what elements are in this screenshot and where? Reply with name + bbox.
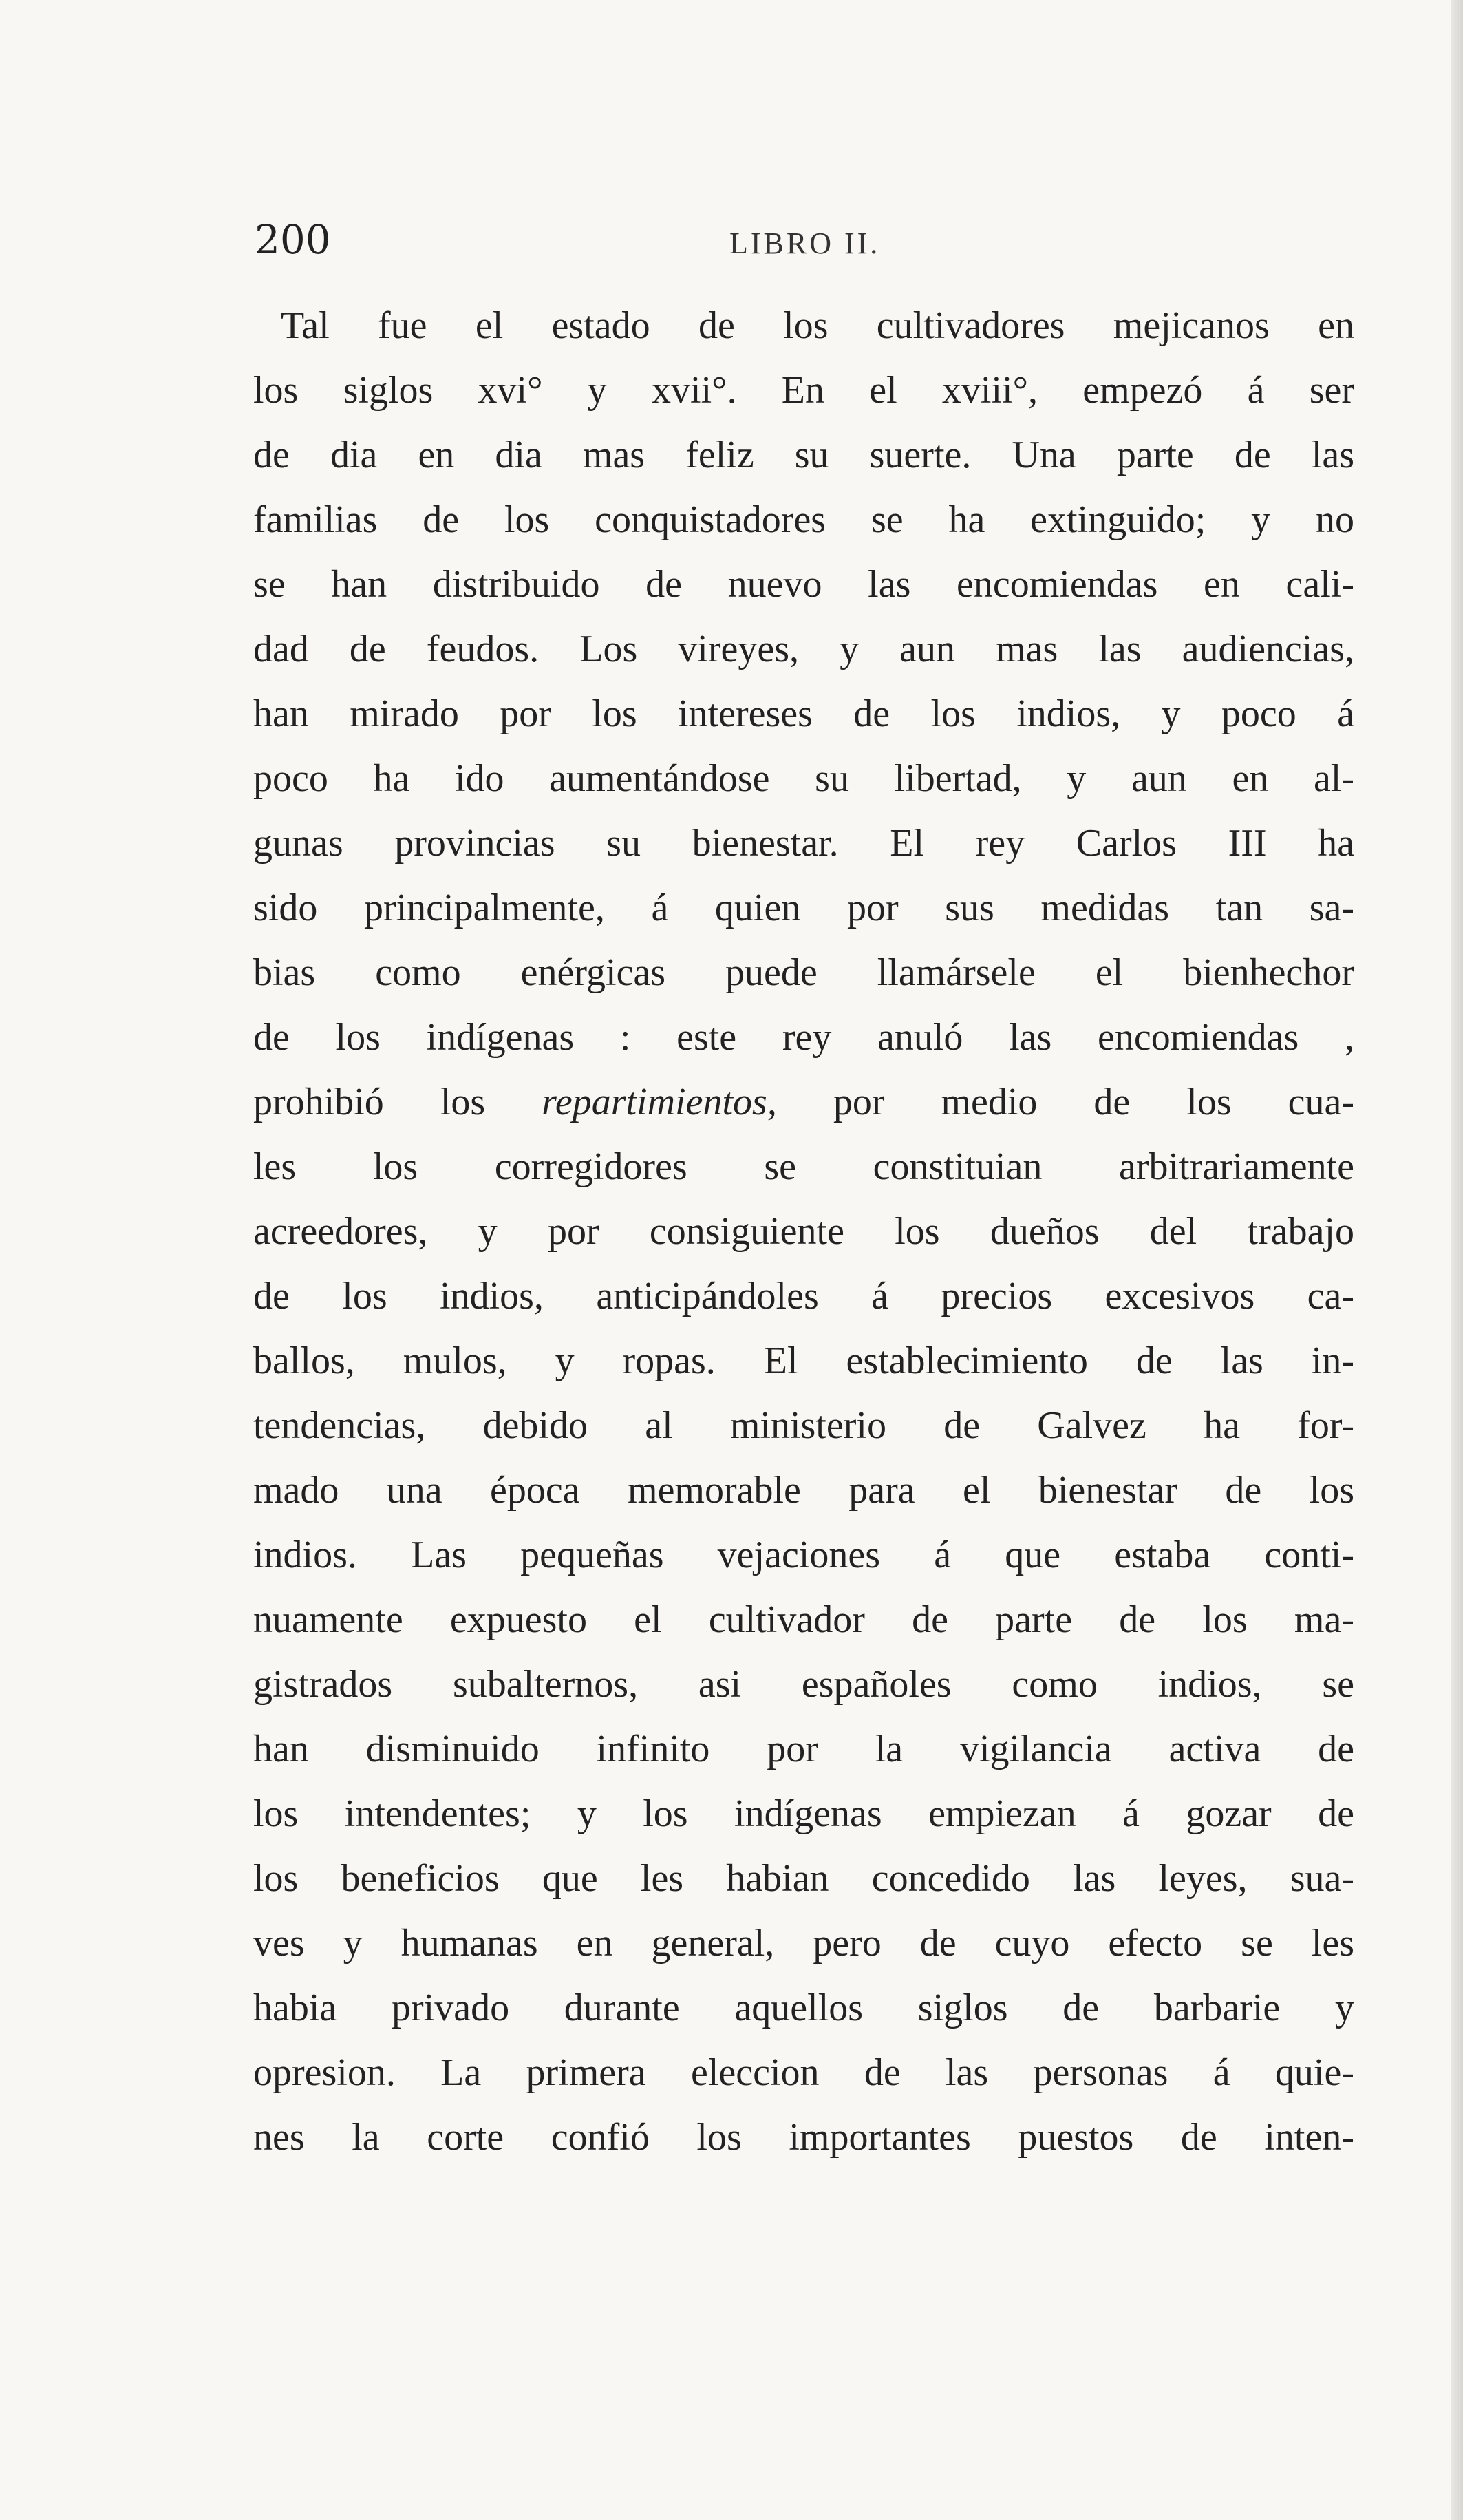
text-line: prohibió los repartimientos, por medio de los cua-: [253, 1081, 1354, 1123]
text-line: tendencias, debido al ministerio de Galvez ha for-: [253, 1404, 1354, 1447]
text-line: de dia en dia mas feliz su suerte. Una parte de las: [253, 434, 1354, 476]
text-line: los beneficios que les habian concedido las leyes, sua-: [253, 1857, 1354, 1900]
text-line: ves y humanas en general, pero de cuyo efecto se les: [253, 1922, 1354, 1965]
text-line: Tal fue el estado de los cultivadores mejicanos en: [281, 304, 1354, 347]
page-header: [255, 212, 1356, 267]
body-text: [253, 293, 1354, 2170]
italic-term: repartimientos,: [542, 1081, 777, 1123]
page-edge: [1451, 0, 1463, 2520]
text-line: los intendentes; y los indígenas empiezan á gozar de: [253, 1792, 1354, 1835]
page-number: 200: [255, 216, 331, 263]
text-line: nes la corte confió los importantes puestos de inten-: [253, 2116, 1354, 2159]
text-line: habia privado durante aquellos siglos de barbarie y: [253, 1987, 1354, 2029]
text-line: han disminuido infinito por la vigilancia activa de: [253, 1728, 1354, 1770]
text-line: ballos, mulos, y ropas. El establecimiento de las in-: [253, 1340, 1354, 1382]
text-line: de los indígenas : este rey anuló las encomiendas ,: [253, 1016, 1354, 1059]
text-line: gistrados subalternos, asi españoles como indios, se: [253, 1663, 1354, 1706]
text-line: acreedores, y por consiguiente los dueños del trabajo: [253, 1210, 1354, 1253]
text-line: los siglos xvi° y xvii°. En el xviii°, empezó á ser: [253, 369, 1354, 412]
text-line: poco ha ido aumentándose su libertad, y aun en al-: [253, 757, 1354, 800]
text-line: opresion. La primera eleccion de las personas á quie-: [253, 2051, 1354, 2094]
text-line: sido principalmente, á quien por sus medidas tan sa-: [253, 887, 1354, 929]
text-line: bias como enérgicas puede llamársele el bienhechor: [253, 951, 1354, 994]
text-line: nuamente expuesto el cultivador de parte de los ma-: [253, 1598, 1354, 1641]
text-line: dad de feudos. Los vireyes, y aun mas las audiencias,: [253, 628, 1354, 670]
text-line: les los corregidores se constituian arbitrariamente: [253, 1145, 1354, 1188]
text-line: gunas provincias su bienestar. El rey Carlos III ha: [253, 822, 1354, 865]
text-line: se han distribuido de nuevo las encomiendas en cali-: [253, 563, 1354, 606]
running-head: LIBRO II.: [729, 226, 881, 260]
text-line: mado una época memorable para el bienestar de los: [253, 1469, 1354, 1512]
text-line: familias de los conquistadores se ha extinguido; y no: [253, 498, 1354, 541]
text-line: indios. Las pequeñas vejaciones á que estaba conti-: [253, 1534, 1354, 1576]
text-line: han mirado por los intereses de los indios, y poco á: [253, 692, 1354, 735]
text-line: de los indios, anticipándoles á precios excesivos ca-: [253, 1275, 1354, 1317]
